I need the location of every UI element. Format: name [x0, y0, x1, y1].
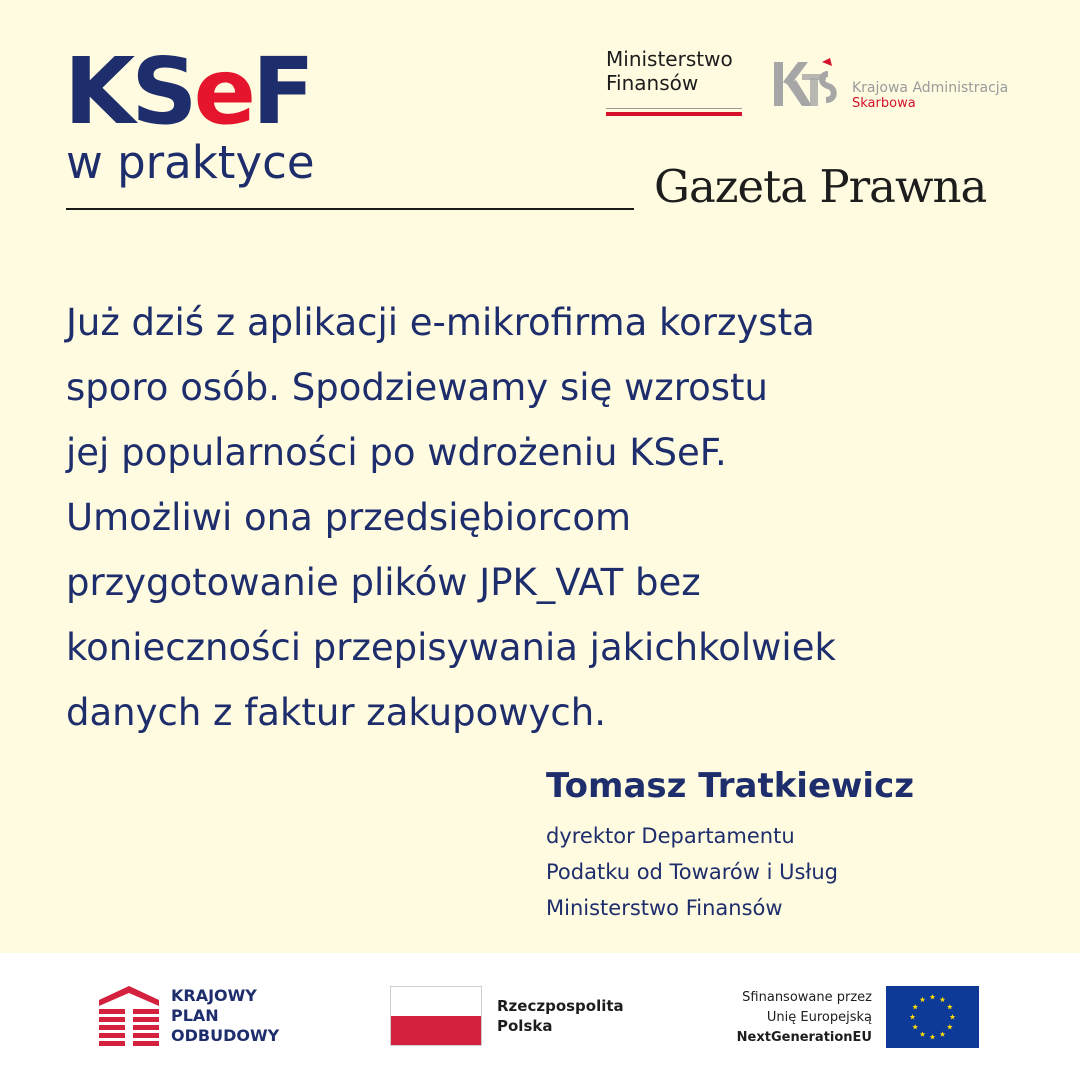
eu-line: NextGenerationEU [736, 1030, 872, 1045]
rp-label [497, 996, 624, 1036]
eu-flag-icon [886, 986, 979, 1048]
kas-name-line-1: Krajowa Administracja [852, 80, 1009, 96]
quote-line: jej popularności po wdrożeniu KSeF. [66, 431, 727, 474]
kpo-line: KRAJOWY [171, 986, 257, 1005]
rp-line: Rzeczpospolita [497, 997, 624, 1015]
eu-line: Unię Europejską [766, 1010, 872, 1025]
author-role-line: Ministerstwo Finansów [546, 896, 783, 920]
author-role-line: Podatku od Towarów i Usług [546, 860, 839, 884]
ksef-logo-e: e [193, 38, 252, 145]
ministry-line-1: Ministerstwo [606, 47, 733, 71]
author-role-line: dyrektor Departamentu [546, 824, 795, 848]
quote-line: sporo osób. Spodziewamy się wzrostu [66, 366, 768, 409]
rp-line: Polska [497, 1017, 553, 1035]
quote-line: przygotowanie plików JPK_VAT bez [66, 561, 701, 604]
subtitle: w praktyce [66, 136, 315, 189]
eu-line: Sfinansowane przez [742, 990, 872, 1005]
ministry-logo-stripes [606, 108, 742, 116]
ksef-logo-f: F [251, 38, 311, 145]
ksef-logo [64, 38, 311, 145]
quote-text [66, 290, 986, 745]
ksef-logo-ks: KS [64, 38, 194, 145]
kpo-label [171, 986, 279, 1046]
ministry-line-2: Finansów [606, 71, 699, 95]
gazeta-prawna-logo: Gazeta Prawna [654, 160, 987, 213]
kas-name-line-2: Skarbowa [852, 96, 916, 111]
quote-line: danych z faktur zakupowych. [66, 691, 606, 734]
quote-line: Już dziś z aplikacji e-mikrofirma korzysta [66, 301, 815, 344]
kpo-line: PLAN [171, 1006, 219, 1025]
poland-flag-icon [390, 986, 482, 1046]
header-divider [66, 208, 634, 210]
kpo-line: ODBUDOWY [171, 1026, 280, 1045]
kas-emblem-icon [772, 56, 844, 112]
kpo-emblem-icon [99, 986, 159, 1048]
quote-line: Umożliwi ona przedsiębiorcom [66, 496, 632, 539]
quote-line: konieczności przepisywania jakichkolwiek [66, 626, 836, 669]
eu-funding-label [672, 988, 872, 1048]
ministry-logo [606, 47, 733, 95]
author-name: Tomasz Tratkiewicz [546, 766, 915, 806]
author-role [546, 818, 838, 926]
